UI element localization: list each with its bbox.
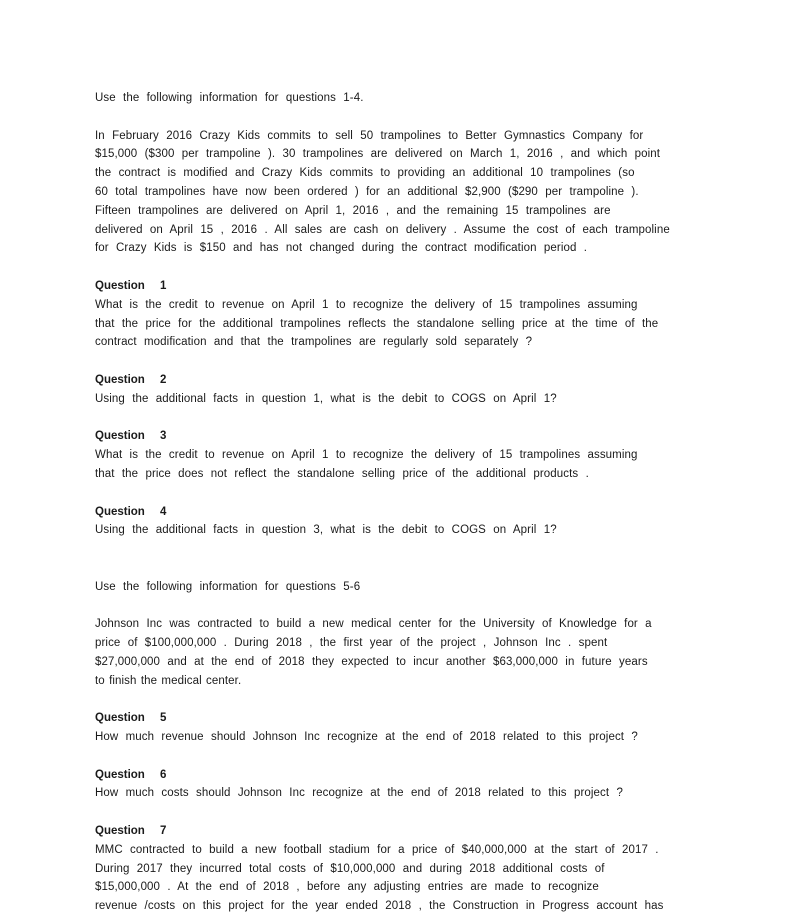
question-heading: Question 3: [95, 430, 167, 443]
question-text-line: During 2017 they incurred total costs of $10,000,000 and during 2018 additional costs of: [95, 862, 605, 875]
question-text-line: MMC contracted to build a new football stadium for a price of $40,000,000 at the start of 2017 .: [95, 843, 659, 856]
question-6: [95, 766, 705, 804]
passage-line: In February 2016 Crazy Kids commits to sell 50 trampolines to Better Gymnastics Company for: [95, 129, 644, 142]
question-5: [95, 709, 705, 747]
question-heading: Question 6: [95, 768, 167, 781]
passage-line: Fifteen trampolines are delivered on April 1, 2016 , and the remaining 15 trampolines are: [95, 204, 611, 217]
question-2: [95, 371, 705, 409]
question-1: [95, 277, 705, 352]
question-heading: Question 1: [95, 279, 167, 292]
question-4: [95, 503, 705, 541]
question-text-line: What is the credit to revenue on April 1 to recognize the delivery of 15 trampolines assuming: [95, 298, 638, 311]
passage-johnson-inc: [95, 615, 705, 690]
passage-line: $27,000,000 and at the end of 2018 they expected to incur another $63,000,000 in future years: [95, 655, 648, 668]
passage-line: to finish the medical center.: [95, 674, 242, 687]
document-body: [95, 89, 705, 916]
passage-line: Johnson Inc was contracted to build a new medical center for the University of Knowledge for a: [95, 618, 652, 631]
passage-line: price of $100,000,000 . During 2018 , the first year of the project , Johnson Inc . spent: [95, 637, 608, 650]
intro-questions-1-4: Use the following information for questions 1-4.: [95, 92, 364, 104]
question-text-line: that the price for the additional trampolines reflects the standalone selling price at the time of the: [95, 317, 659, 330]
question-text-line: contract modification and that the trampolines are regularly sold separately ?: [95, 336, 533, 349]
question-heading: Question 7: [95, 825, 167, 838]
question-3: [95, 427, 705, 483]
question-heading: Question 4: [95, 505, 167, 518]
passage-crazy-kids: [95, 127, 705, 259]
question-text-line: Using the additional facts in question 1, what is the debit to COGS on April 1?: [95, 392, 557, 405]
question-heading: Question 2: [95, 373, 167, 386]
question-text-line: revenue /costs on this project for the year ended 2018 , the Construction in Progress account has: [95, 900, 664, 913]
intro-questions-5-6: Use the following information for questions 5-6: [95, 580, 361, 593]
question-text-line: $15,000,000 . At the end of 2018 , before any adjusting entries are made to recognize: [95, 881, 599, 894]
question-7: [95, 822, 705, 916]
question-text-line: Using the additional facts in question 3, what is the debit to COGS on April 1?: [95, 524, 557, 537]
question-text-line: that the price does not reflect the standalone selling price of the additional products .: [95, 467, 589, 480]
passage-line: the contract is modified and Crazy Kids commits to providing an additional 10 trampolines (so: [95, 167, 635, 180]
passage-line: $15,000 ($300 per trampoline ). 30 trampolines are delivered on March 1, 2016 , and which point: [95, 148, 661, 161]
passage-line: for Crazy Kids is $150 and has not changed during the contract modification period .: [95, 242, 588, 255]
question-text-line: What is the credit to revenue on April 1 to recognize the delivery of 15 trampolines assuming: [95, 449, 638, 462]
question-heading: Question 5: [95, 712, 167, 725]
question-text-line: How much revenue should Johnson Inc recognize at the end of 2018 related to this project ?: [95, 731, 638, 744]
passage-line: delivered on April 15 , 2016 . All sales are cash on delivery . Assume the cost of each trampoline: [95, 223, 670, 236]
question-text-line: How much costs should Johnson Inc recognize at the end of 2018 related to this project ?: [95, 787, 623, 800]
passage-line: 60 total trampolines have now been ordered ) for an additional $2,900 ($290 per trampoline ).: [95, 185, 639, 198]
